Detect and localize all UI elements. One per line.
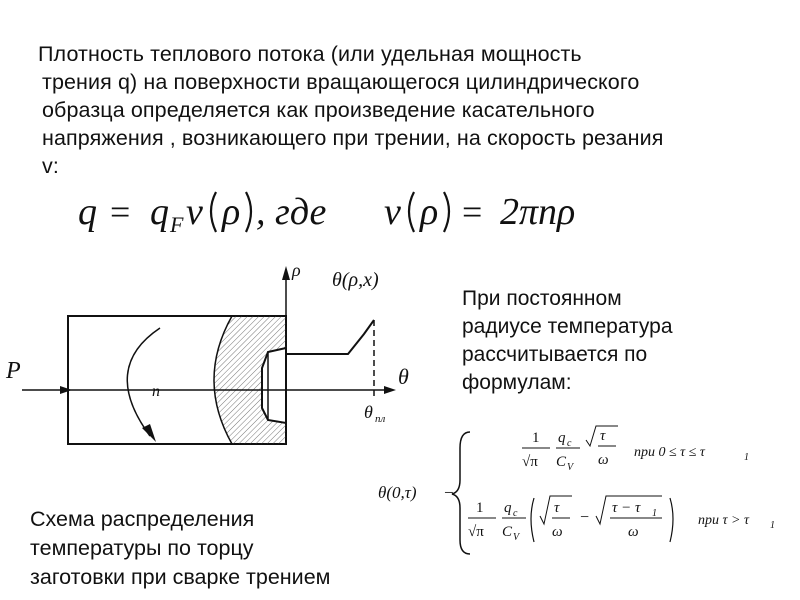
formula-qf: q (150, 191, 169, 233)
case2-omega-2: ω (628, 524, 639, 540)
formula-rhs: 2πnρ (500, 191, 576, 233)
case2-minus: − (580, 509, 590, 526)
case2-sqrt-pi: √π (468, 524, 484, 540)
right-caption-line: радиусе температура (462, 315, 673, 338)
formula-qf-subscript: F (170, 212, 184, 236)
paren-open (211, 192, 216, 232)
label-p: P (6, 358, 21, 384)
theta-piecewise-formula (372, 420, 798, 560)
right-caption-line: При постоянном (462, 287, 622, 310)
paren-open-2 (409, 192, 414, 232)
case2-tau1-sub: 1 (652, 508, 657, 519)
intro-line: v: (42, 154, 59, 178)
case2-tau-minus-tau1: τ − τ (612, 500, 641, 516)
case1-qc-sub: c (567, 438, 572, 449)
paren-close-2 (444, 192, 449, 232)
formula-equals: = (110, 192, 131, 232)
theta-lhs-dash: − (444, 483, 454, 502)
label-theta-rho-x: θ(ρ,x) (332, 269, 379, 291)
case2-paren-open (531, 498, 534, 542)
case2-omega: ω (552, 524, 563, 540)
case1-sqrt-pi: √π (522, 454, 538, 470)
case1-one: 1 (532, 430, 540, 446)
paren-close (246, 192, 251, 232)
case1-condition-sub: 1 (744, 452, 749, 463)
theta-axis-arrow-head (384, 386, 396, 394)
case1-qc: q (558, 430, 566, 446)
diagram-caption-line: Схема распределения (30, 507, 255, 531)
intro-line: напряжения , возникающего при трении, на скорость резания (42, 126, 664, 150)
case2-condition: при τ > τ (698, 513, 749, 528)
case2-qc-sub: c (513, 508, 518, 519)
label-n: n (152, 383, 160, 400)
diagram-caption-line: заготовки при сварке трением (30, 565, 331, 589)
intro-line: Плотность теплового потока (или удельная мощность (38, 42, 582, 66)
case2-cv-sub: V (513, 532, 520, 543)
intro-line: образца определяется как произведение касательного (42, 98, 595, 122)
case2-paren-close (670, 498, 673, 542)
intro-paragraph (38, 40, 778, 180)
case1-cv: C (556, 454, 567, 470)
diagram-caption-line: температуры по торцу (30, 536, 254, 560)
formula-rho: ρ (222, 191, 241, 233)
formula-q: q (78, 191, 97, 233)
case1-cv-sub: V (567, 462, 574, 473)
label-rho: ρ (292, 260, 301, 280)
end-face-notch (262, 348, 286, 423)
case2-tau: τ (554, 500, 560, 516)
case2-cv: C (502, 524, 513, 540)
label-theta-pl: θ (364, 402, 373, 422)
rho-axis-arrow (282, 266, 290, 280)
formula-v: v (186, 191, 203, 233)
heat-flux-formula (70, 186, 630, 236)
label-theta-pl-subscript: пл (375, 413, 386, 425)
formula-equals-2: = (462, 192, 483, 232)
diagram-caption (30, 505, 410, 592)
case2-one: 1 (476, 500, 484, 516)
case2-qc: q (504, 500, 512, 516)
case1-condition: при 0 ≤ τ ≤ τ (634, 445, 705, 460)
right-caption (462, 285, 782, 397)
case2-condition-sub: 1 (770, 520, 775, 531)
intro-line: трения q) на поверхности вращающегося цилиндрического (42, 70, 640, 94)
label-theta: θ (398, 364, 409, 389)
temperature-curve (286, 320, 374, 354)
right-caption-line: рассчитывается по (462, 343, 648, 366)
formula-v2: v (384, 191, 401, 233)
theta-lhs: θ(0,τ) (378, 483, 417, 502)
formula-rho2: ρ (420, 191, 439, 233)
case1-omega: ω (598, 452, 609, 468)
case1-tau: τ (600, 428, 606, 444)
right-caption-line: формулам: (462, 371, 572, 394)
formula-where: , где (256, 191, 327, 233)
